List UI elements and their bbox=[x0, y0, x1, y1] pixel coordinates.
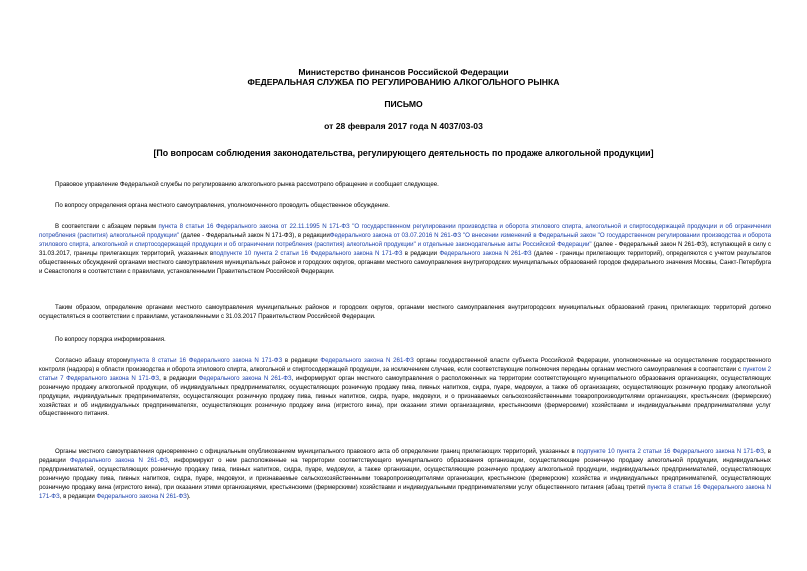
text-segment: , в редакции bbox=[39, 448, 771, 464]
paragraph-text: Правовое управление Федеральной службы по регулированию алкогольного рынка рассмотрело обращение и сообщает следующее. bbox=[55, 181, 439, 188]
law-link[interactable]: Федерального закона N 261-ФЗ bbox=[320, 357, 414, 364]
paragraph-text: По вопросу определения органа местного самоуправления, уполномоченного проводить общественное обсуждение. bbox=[55, 202, 390, 209]
text-segment: Согласно абзацу второму bbox=[55, 357, 131, 364]
law-link[interactable]: Федерального закона N 261-ФЗ bbox=[69, 456, 168, 464]
text-segment: , информируют о нем расположенные на территории соответствующего муниципального образования организации, осуществляющие розничную продажу алкогольной продукции, индивидуальных предпринимателей, осуществляющих розничную продажу пива, пивных напитков, сидра, пуаре, медовухи, а также организации, осуществляющие розничную продажу алкогольной продукции, индивидуальных предпринимателей, осуществляющих розничную продажу пива, пивных напитков, сидра, пуаре, медовухи, и признаваемые сельскохозяйственными товаропроизводителями организации, крестьянские (фермерские) хозяйства и индивидуальных предпринимателей, осуществляющих розничную продажу вина (игристого вина), при оказании этими организациями, крестьянскими (фермерскими) хозяйствами и индивидуальными предпринимателями услуг общественного питания (абзац третий bbox=[39, 456, 771, 491]
law-link[interactable]: подпункте 10 пункта 2 статьи 16 Федерального закона N 171-ФЗ bbox=[576, 448, 764, 455]
paragraph-text: По вопросу порядка информирования. bbox=[55, 336, 166, 343]
date-number-heading: от 28 февраля 2017 года N 4037/03-03 bbox=[324, 121, 483, 131]
paragraph-conclusion-1 bbox=[39, 304, 771, 322]
subject-heading: [По вопросам соблюдения законодательства, регулирующего деятельность по продаже алкогольной продукции] bbox=[153, 148, 654, 158]
paragraph-answer-3 bbox=[39, 448, 771, 501]
paragraph-question-1 bbox=[39, 202, 771, 211]
text-segment: , в редакции bbox=[159, 374, 199, 382]
law-link[interactable]: пункта 8 статьи 16 Федерального закона N 171-ФЗ bbox=[130, 357, 283, 364]
paragraph-answer-2 bbox=[39, 357, 771, 419]
law-link[interactable]: Федерального закона N 261-ФЗ bbox=[96, 492, 187, 500]
law-link[interactable]: подпункте 10 пункта 2 статьи 16 Федерального закона N 171-ФЗ bbox=[213, 249, 403, 257]
law-link[interactable]: пункта 8 статьи 16 Федерального закона N 171-ФЗ bbox=[39, 483, 772, 500]
law-link[interactable]: пункта 8 статьи 16 Федерального закона от 22.11.1995 N 171-ФЗ "О государственном регулировании производства и оборота этилового спирта, алкогольной и спиртосодержащей продукции и об ограничении потребления (распития) алкогольной продукции" bbox=[39, 223, 771, 239]
paragraph-answer-1 bbox=[39, 223, 771, 276]
text-segment: Органы местного самоуправления одновременно с официальным опубликованием муниципального правового акта об определении границ прилегающих территорий, указанных в bbox=[55, 448, 577, 455]
law-link[interactable]: пунктом 2 статьи 7 Федерального закона N 171-ФЗ bbox=[39, 365, 772, 382]
service-heading: ФЕДЕРАЛЬНАЯ СЛУЖБА ПО РЕГУЛИРОВАНИЮ АЛКОГОЛЬНОГО РЫНКА bbox=[247, 77, 560, 87]
paragraph-question-2 bbox=[39, 336, 771, 345]
law-link[interactable]: Федерального закона N 261-ФЗ bbox=[439, 249, 532, 257]
text-segment: В соответствии с абзацем первым bbox=[55, 223, 159, 230]
law-link[interactable]: Федерального закона N 261-ФЗ bbox=[198, 374, 292, 382]
text-segment: (далее - Федеральный закон N 171-ФЗ), в редакции bbox=[178, 231, 330, 239]
text-segment: (далее - границы прилегающих территорий), определяются с учетом результатов общественных обсуждений органами местного самоуправления муниципальных районов и городских округов, органами местного самоуправления внутригородских муниципальных образований городов федерального значения Москвы, Санкт-Петербурга и Севастополя в соответствии с правилами, установленными Правительством Российской Федерации. bbox=[39, 249, 771, 275]
text-segment: в редакции bbox=[282, 357, 321, 364]
text-segment: , информируют орган местного самоуправления о расположенных на территории соответствующего муниципального образования организациях, осуществляющих розничную продажу алкогольной продукции, об индивидуальных предпринимателях, осуществляющих розничную продажу пива, пивных напитков, сидра, пуаре, медовухи, а также об организациях, осуществляющих розничную продажу алкогольной продукции, индивидуальных предпринимателях, осуществляющих розничную продажу пива, пивных напитков, сидра, пуаре, медовухи, и о признаваемых сельскохозяйственными товаропроизводителями организациях, крестьянских (фермерских) хозяйствах и об индивидуальных предпринимателях, осуществляющих розничную продажу вина (игристого вина), при оказании этими организациями, крестьянскими (фермерскими) хозяйствами и индивидуальными предпринимателями услуг общественного питания. bbox=[39, 374, 771, 418]
paragraph-text: Таким образом, определение органами местного самоуправления муниципальных районов и городских округов, органами местного самоуправления внутригородских муниципальных образований границ прилегающих территорий должно осуществляться в соответствии с правилами, установленными с 31.03.2017 Правительством Российской Федерации. bbox=[39, 304, 771, 320]
ministry-heading: Министерство финансов Российской Федерации bbox=[298, 67, 509, 77]
text-segment: в редакции bbox=[402, 249, 440, 257]
text-segment: органы государственной власти субъекта Российской Федерации, уполномоченные на осуществление государственного контроля (надзора) в области производства и оборота этилового спирта, алкогольной и спиртосодержащей продукции, за исключением случаев, если соответствующие полномочия переданы органам местного самоуправления в соответствии с bbox=[39, 357, 772, 373]
paragraph-intro bbox=[39, 181, 771, 190]
law-link[interactable]: Федерального закона от 03.07.2016 N 261-ФЗ "О внесении изменений в Федеральный закон "О государственном регулировании производства и оборота этилового спирта, алкогольной и спиртосодержащей продукции и об ограничении потребления (распития) алкогольной продукции" и отдельные законодательные акты Российской Федерации" bbox=[39, 231, 771, 248]
text-segment: , в редакции bbox=[59, 492, 97, 500]
text-segment: (далее - Федеральный закон N 261-ФЗ), вступающей в силу с 31.03.2017, границы прилегающих территорий, указанных в bbox=[39, 240, 771, 257]
text-segment: ). bbox=[186, 492, 191, 500]
document-type-heading: ПИСЬМО bbox=[384, 99, 423, 109]
